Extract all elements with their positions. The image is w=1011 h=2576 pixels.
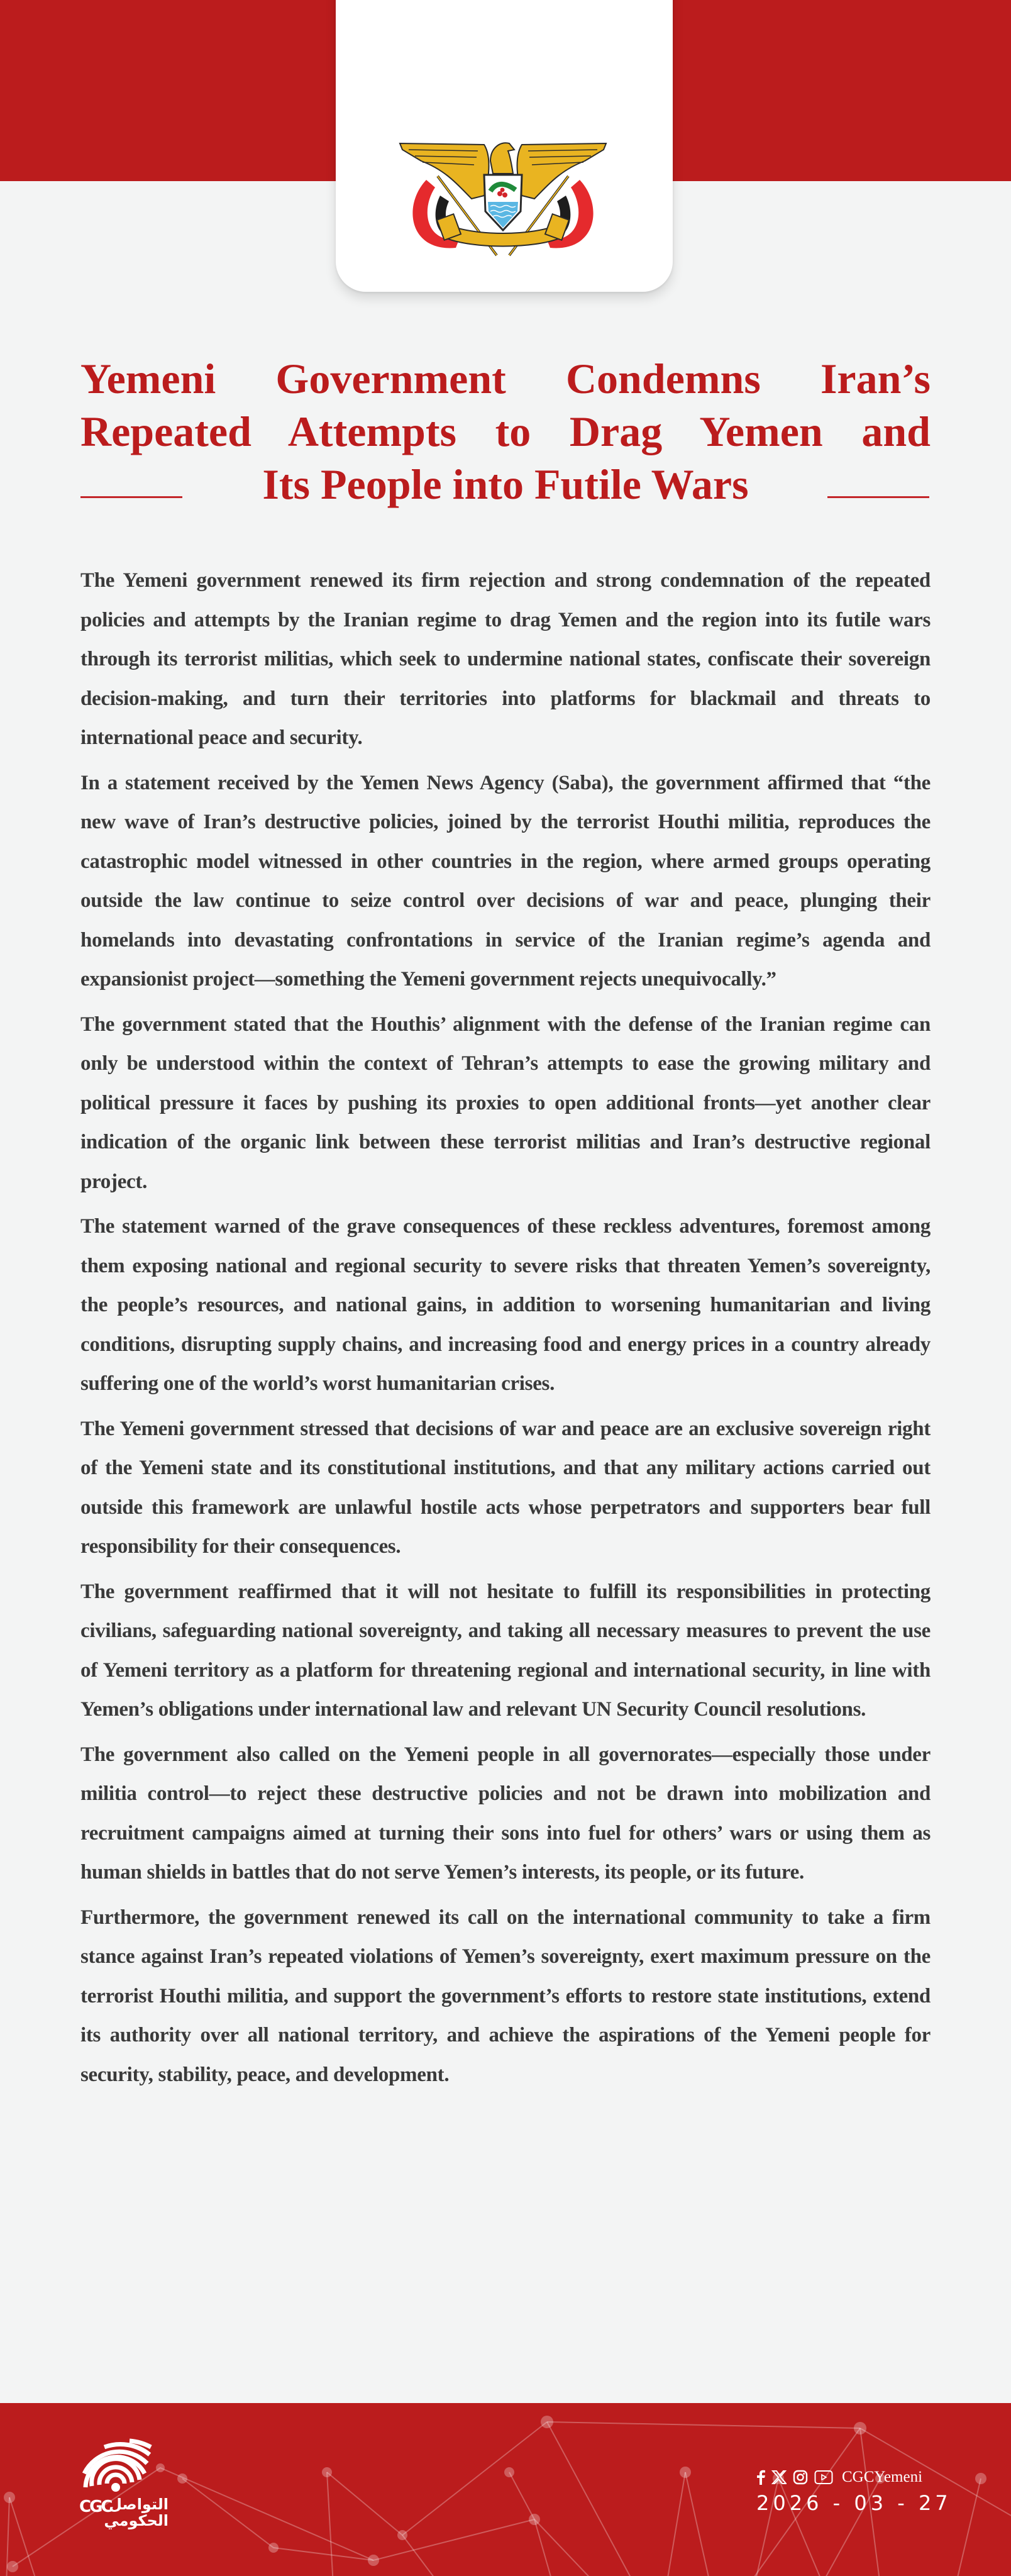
cgc-logo-icon: [79, 2429, 167, 2555]
facebook-icon[interactable]: [756, 2470, 765, 2485]
publish-date: 2026 - 03 - 27: [756, 2491, 952, 2515]
paragraph: The Yemeni government stressed that decisions of war and peace are an exclusive sovereign right of the Yemeni state and its constitutional institutions, and that any military actions carried out outside this framework are unlawful hostile acts whose perpetrators and supporters bear full responsibility for their consequences.: [80, 1417, 931, 1558]
logo-arabic-line-1: التواصل: [109, 2496, 168, 2513]
title-rule-left: [80, 496, 182, 498]
paragraph: The government also called on the Yemeni people in all governorates—especially those under militia control—to reject these destructive policies and not be drawn into mobilization and recruitment campaigns aimed at turning their sons into fuel for others’ wars or using them as human shields in battles that do not serve Yemen’s interests, its people, or its future.: [80, 1743, 931, 1884]
logo-arabic-text: [80, 2496, 168, 2529]
x-icon[interactable]: [771, 2470, 787, 2485]
title-line-1: Yemeni Government Condemns Iran’s: [80, 355, 931, 402]
footer: [0, 2403, 1011, 2576]
page-title: [80, 352, 931, 511]
title-line-2: Repeated Attempts to Drag Yemen and: [80, 408, 931, 455]
paragraph: In a statement received by the Yemen News Agency (Saba), the government affirmed that “the new wave of Iran’s destructive policies, joined by the terrorist Houthi militia, reproduces the catastrophic model witnessed in other countries in the region, where armed groups operating outside the law continue to seize control over decisions of war and peace, plunging their homelands into devastating confrontations in service of the Iranian regime’s agenda and expansionist project—something the Yemeni government rejects unequivocally.”: [80, 771, 931, 991]
logo-arabic-line-2: الحكومي: [104, 2512, 168, 2529]
social-handle[interactable]: CGCYemeni: [842, 2468, 923, 2485]
paragraph: The government reaffirmed that it will not hesitate to fulfill its responsibilities in protecting civilians, safeguarding national sovereignty, and taking all necessary measures to prevent the use of Yemeni territory as a platform for threatening regional and international security, in line with Yemen’s obligations under international law and relevant UN Security Council resolutions.: [80, 1580, 931, 1721]
youtube-icon[interactable]: [814, 2470, 833, 2485]
title-line-3: Its People into Futile Wars: [262, 460, 749, 508]
paragraph: The government stated that the Houthis’ alignment with the defense of the Iranian regime can only be understood within the context of Tehran’s attempts to ease the growing military and political pressure it faces by pushing its proxies to open additional fronts—yet another clear indication of the organic link between these terrorist militias and Iran’s destructive regional project.: [80, 1013, 931, 1193]
instagram-icon[interactable]: [793, 2470, 808, 2485]
paragraph: Furthermore, the government renewed its call on the international community to take a firm stance against Iran’s repeated violations of Yemen’s sovereignty, exert maximum pressure on the terrorist Houthi militia, and support the government’s efforts to restore state institutions, extend its authority over all national territory, and achieve the aspirations of the Yemeni people for security, stability, peace, and development.: [80, 1906, 931, 2086]
paragraph: The statement warned of the grave consequences of these reckless adventures, foremost among them exposing national and regional security to severe risks that threaten Yemen’s sovereignty, the people’s resources, and national gains, in addition to worsening humanitarian and living conditions, disrupting supply chains, and increasing food and energy prices in a country already suffering one of the world’s worst humanitarian crises.: [80, 1215, 931, 1395]
yemen-emblem-icon: [396, 136, 610, 262]
paragraph: The Yemeni government renewed its firm rejection and strong condemnation of the repeated policies and attempts by the Iranian regime to drag Yemen and the region into its futile wars through its terrorist militias, which seek to undermine national states, confiscate their sovereign decision-making, and turn their territories into platforms for blackmail and threats to international peace and security.: [80, 569, 931, 749]
title-rule-right: [827, 496, 929, 498]
social-links: [756, 2466, 922, 2489]
logo-cgc-text: CGC: [79, 2497, 111, 2516]
emblem-card: [336, 0, 673, 292]
article-body: [80, 561, 931, 2100]
